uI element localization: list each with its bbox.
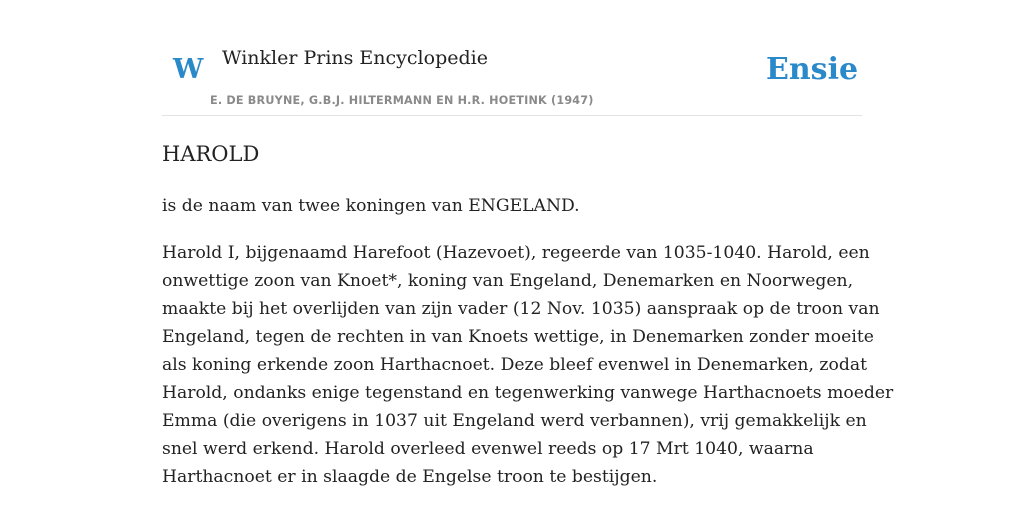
encyclopedia-title[interactable]: Winkler Prins Encyclopedie (222, 47, 488, 69)
article-body-line: snel werd erkend. Harold overleed evenwel reeds op 17 Mrt 1040, waarna (162, 439, 814, 459)
article-body-line: als koning erkende zoon Harthacnoet. Deze bleef evenwel in Denemarken, zodat (162, 355, 867, 375)
ensie-logo[interactable]: Ensie (766, 52, 859, 87)
authors-line: E. DE BRUYNE, G.B.J. HILTERMANN EN H.R. HOETINK (1947) (210, 94, 594, 107)
article-body-line: Harold, ondanks enige tegenstand en tegenwerking vanwege Harthacnoets moeder (162, 383, 894, 403)
article-body-line: Engeland, tegen de rechten in van Knoets wettige, in Denemarken zonder moeite (162, 327, 874, 347)
article-body-line: maakte bij het overlijden van zijn vader (12 Nov. 1035) aanspraak op de troon van (162, 299, 880, 319)
article-body-line: Harthacnoet er in slaagde de Engelse troon te bestijgen. (162, 467, 658, 487)
header-divider (162, 115, 862, 116)
article-headword: HAROLD (162, 142, 260, 166)
article-body (162, 239, 894, 491)
article-body-line: Emma (die overigens in 1037 uit Engeland werd verbannen), vrij gemakkelijk en (162, 411, 867, 431)
article-intro: is de naam van twee koningen van ENGELAND. (162, 196, 580, 216)
winkler-prins-logo[interactable]: W (173, 54, 204, 85)
article-body-line: onwettige zoon van Knoet*, koning van Engeland, Denemarken en Noorwegen, (162, 271, 854, 291)
article-body-line: Harold I, bijgenaamd Harefoot (Hazevoet), regeerde van 1035-1040. Harold, een (162, 243, 870, 263)
